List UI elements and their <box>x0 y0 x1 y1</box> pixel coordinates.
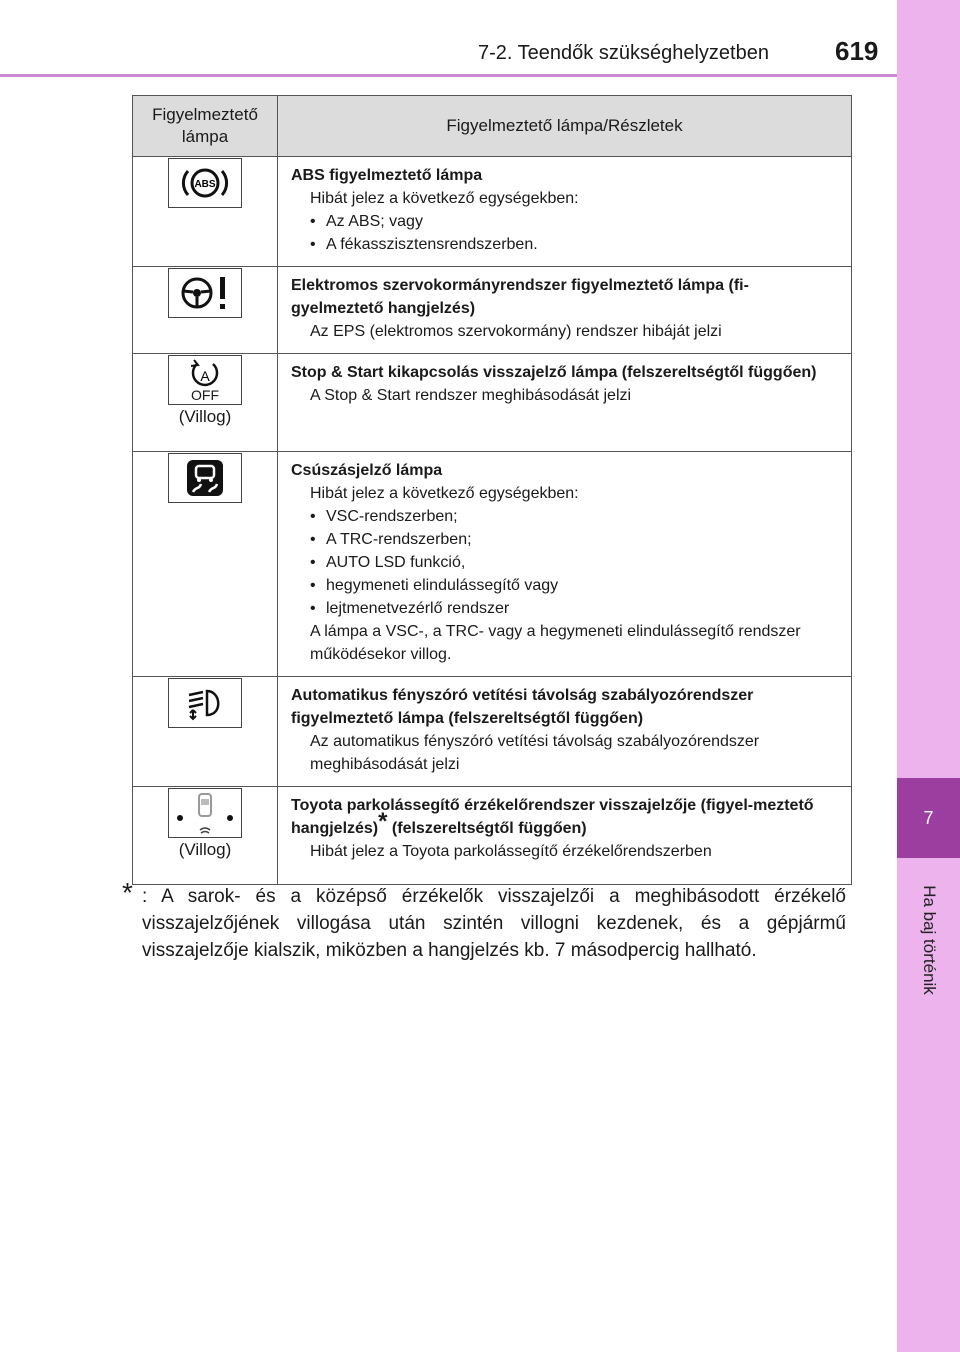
bullet-list <box>291 210 839 256</box>
lamp-description <box>278 787 852 885</box>
list-item: • Az ABS; vagy <box>310 210 839 233</box>
icon-cell <box>133 677 278 787</box>
table-row <box>133 787 852 885</box>
header-rule <box>0 74 897 77</box>
list-item: • hegymeneti elindulássegítő vagy <box>310 574 839 597</box>
lamp-description <box>278 267 852 354</box>
table-header-row <box>133 96 852 157</box>
lamp-text: Hibát jelez a következő egységekben: <box>310 485 579 502</box>
icon-cell <box>133 452 278 677</box>
lamp-text: Hibát jelez a Toyota parkolássegítő érzékelőrendszerben <box>310 843 712 860</box>
table-row <box>133 267 852 354</box>
warning-lamp-table <box>132 95 852 885</box>
icon-cell <box>133 354 278 452</box>
list-item: • A TRC-rendszerben; <box>310 528 839 551</box>
list-item: • VSC-rendszerben; <box>310 505 839 528</box>
lamp-description <box>278 452 852 677</box>
icon-caption: (Villog) <box>178 407 232 426</box>
chapter-side-tab <box>897 0 960 1352</box>
table-row <box>133 677 852 787</box>
lamp-text: Hibát jelez a következő egységekben: <box>310 190 579 207</box>
chapter-number-box <box>897 778 960 858</box>
abs-warning-icon <box>168 158 242 208</box>
lamp-description <box>278 677 852 787</box>
footnote-mark: * <box>122 877 133 908</box>
lamp-note: A lámpa a VSC-, a TRC- vagy a hegymeneti elindulássegítő rendszer működésekor villog. <box>310 623 801 663</box>
column-header-lamp: Figyelmeztető lámpa <box>133 96 278 157</box>
footnote <box>122 877 846 964</box>
off-label: OFF <box>191 387 219 403</box>
svg-text:A: A <box>200 368 210 384</box>
lamp-title: Automatikus fényszóró vetítési távolság szabályozórendszer figyelmeztető lámpa (felszereltségtől függően) <box>291 687 754 727</box>
table-row <box>133 157 852 267</box>
list-item: • lejtmenetvezérlő rendszer <box>310 597 839 620</box>
list-item: • A fékasszisztensrendszerben. <box>310 233 839 256</box>
list-item: • AUTO LSD funkció, <box>310 551 839 574</box>
slip-indicator-icon <box>168 453 242 503</box>
lamp-text: Az automatikus fényszóró vetítési távolság szabályozórendszer meghibásodását jelzi <box>310 733 760 773</box>
page-number: 619 <box>835 36 879 66</box>
lamp-title: Stop & Start kikapcsolás visszajelző lámpa (felszereltségtől függően) <box>291 364 817 381</box>
lamp-text: Az EPS (elektromos szervokormány) rendszer hibáját jelzi <box>310 323 722 340</box>
lamp-title <box>291 794 839 840</box>
table-row <box>133 354 852 452</box>
lamp-title: Csúszásjelző lámpa <box>291 462 443 479</box>
chapter-title: Ha baj történik <box>920 885 939 995</box>
column-header-details: Figyelmeztető lámpa/Részletek <box>278 96 852 157</box>
headlight-leveling-warning-icon <box>168 678 242 728</box>
chapter-number: 7 <box>923 807 934 828</box>
lamp-description <box>278 354 852 452</box>
stop-start-off-icon <box>168 355 242 405</box>
icon-cell <box>133 157 278 267</box>
lamp-title: Elektromos szervokormányrendszer figyelmeztető lámpa (fi-gyelmeztető hangjelzés) <box>291 277 749 317</box>
lamp-text: A Stop & Start rendszer meghibásodását jelzi <box>310 387 632 404</box>
table-row <box>133 452 852 677</box>
eps-warning-icon <box>168 268 242 318</box>
footnote-text: : A sarok- és a középső érzékelők visszajelzői a meghibásodott érzékelő visszajelzőjének villogása után szintén villogni kezdenek, és a gépjármű visszajelzője kialszik, miközben a hangjelzés kb. 7 másodpercig hallható. <box>142 886 846 961</box>
icon-cell <box>133 787 278 885</box>
icon-cell <box>133 267 278 354</box>
svg-text:ABS: ABS <box>194 179 216 190</box>
lamp-title-part: (felszereltségtől függően) <box>387 820 587 837</box>
lamp-title: ABS figyelmeztető lámpa <box>291 167 483 184</box>
lamp-title-part: Toyota parkolássegítő érzékelőrendszer visszajelzője (figyel-meztető hangjelzés) <box>291 797 814 837</box>
icon-caption: (Villog) <box>178 840 232 859</box>
bullet-list <box>291 505 839 620</box>
section-title: 7-2. Teendők szükséghelyzetben <box>478 42 769 64</box>
footnote-marker: * <box>378 807 388 835</box>
lamp-description <box>278 157 852 267</box>
parking-sensor-icon <box>168 788 242 838</box>
